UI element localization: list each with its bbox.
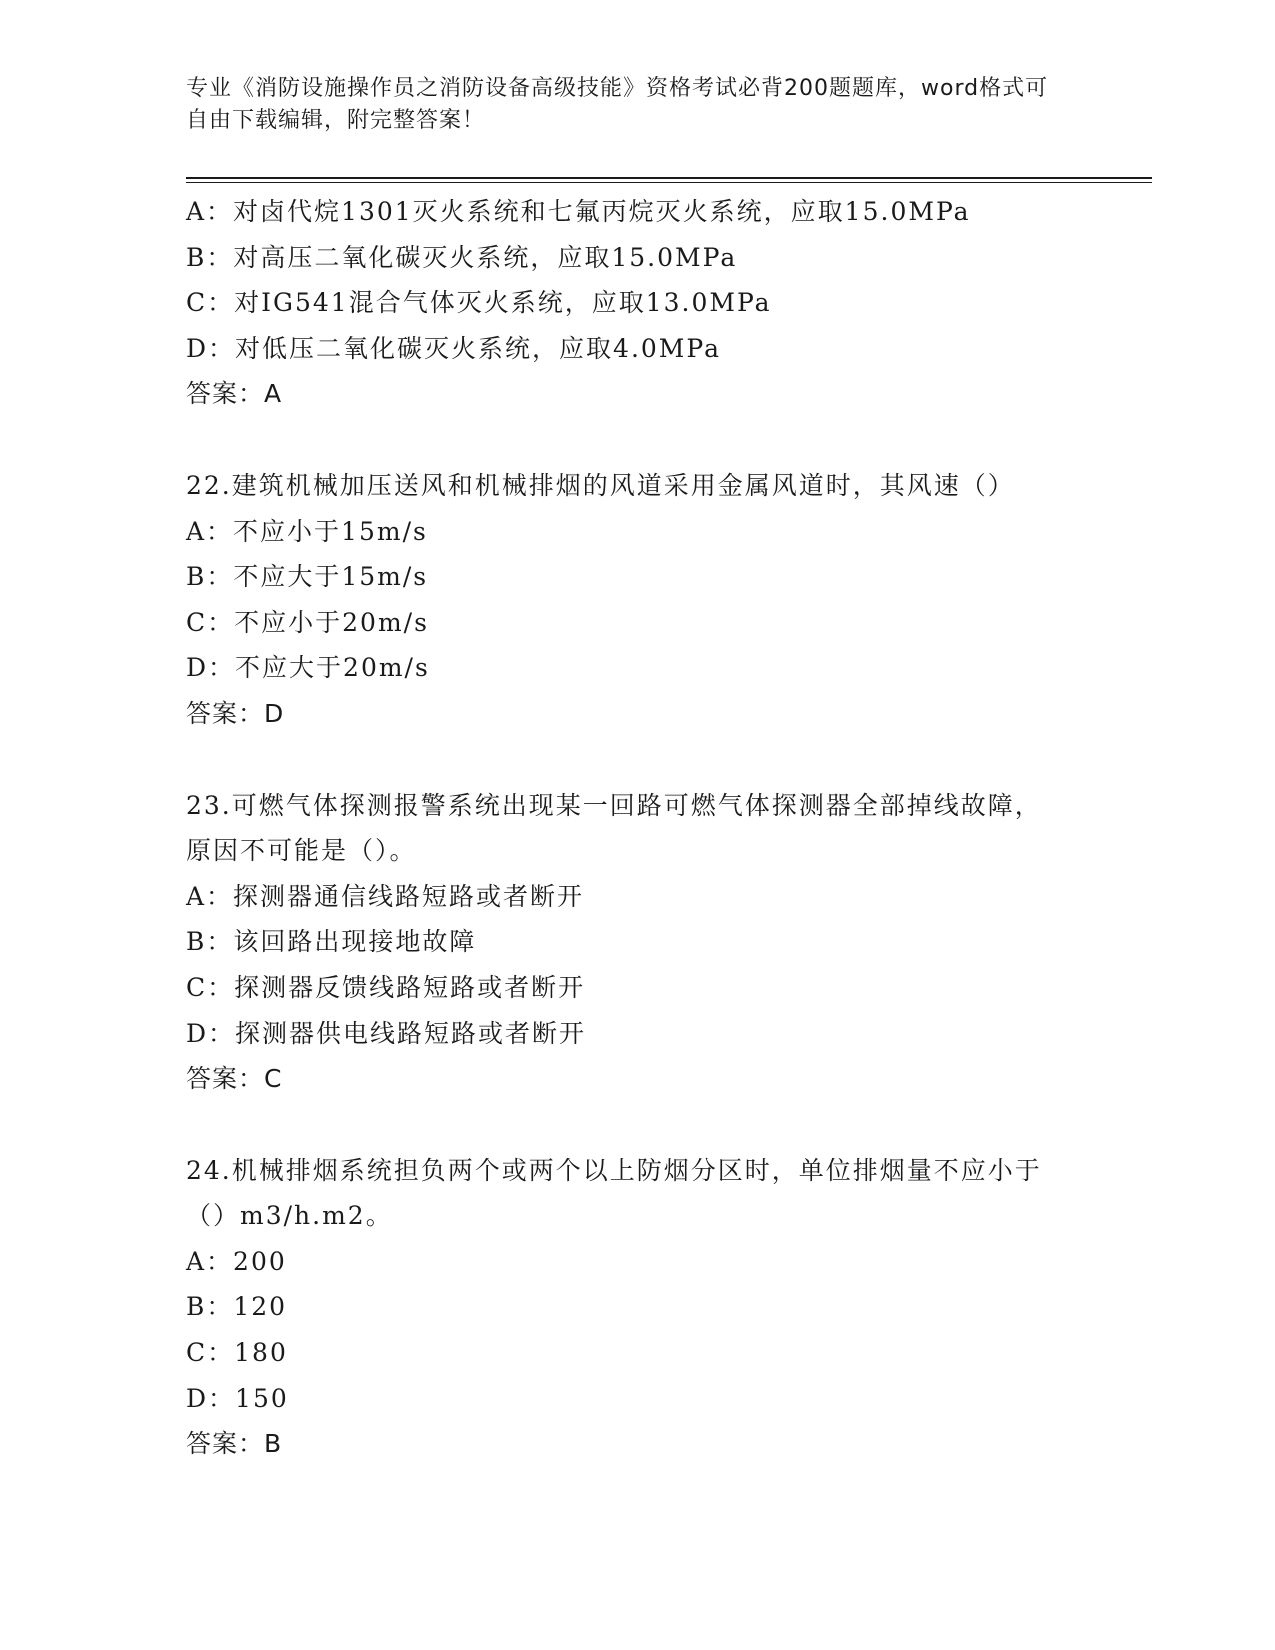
option-d: D：不应大于20m/s bbox=[186, 653, 430, 683]
document-header: 专业《消防设施操作员之消防设备高级技能》资格考试必背200题题库，word格式可自由下载编辑，附完整答案！ bbox=[186, 76, 1049, 133]
answer: 答案：B bbox=[186, 1429, 283, 1459]
option-b: B：该回路出现接地故障 bbox=[186, 927, 477, 957]
option-c: C：不应小于20m/s bbox=[186, 607, 429, 637]
question-stem: 22.建筑机械加压送风和机械排烟的风道采用金属风道时，其风速（） bbox=[186, 470, 1015, 500]
option-b: B：不应大于15m/s bbox=[186, 562, 429, 592]
question-24 bbox=[186, 1148, 1086, 1467]
spacer bbox=[186, 737, 1086, 783]
option-c: C：对IG541混合气体灭火系统，应取13.0MPa bbox=[186, 288, 772, 318]
option-b: B：120 bbox=[186, 1292, 288, 1322]
option-d: D：150 bbox=[186, 1383, 289, 1413]
option-a: A：200 bbox=[186, 1246, 287, 1276]
header-divider-thin bbox=[186, 182, 1152, 183]
spacer bbox=[186, 417, 1086, 463]
option-c: C：180 bbox=[186, 1338, 288, 1368]
question-23 bbox=[186, 783, 1086, 1102]
option-b: B：对高压二氧化碳灭火系统，应取15.0MPa bbox=[186, 242, 738, 272]
question-stem: 24.机械排烟系统担负两个或两个以上防烟分区时，单位排烟量不应小于（）m3/h.m2。 bbox=[186, 1155, 1042, 1231]
option-d: D：探测器供电线路短路或者断开 bbox=[186, 1018, 587, 1048]
option-d: D：对低压二氧化碳灭火系统，应取4.0MPa bbox=[186, 333, 722, 363]
answer: 答案：C bbox=[186, 1064, 283, 1094]
question-list bbox=[186, 189, 1086, 1467]
option-a: A：对卤代烷1301灭火系统和七氟丙烷灭火系统，应取15.0MPa bbox=[186, 197, 971, 226]
spacer bbox=[186, 1102, 1086, 1148]
question-stem: 23.可燃气体探测报警系统出现某一回路可燃气体探测器全部掉线故障，原因不可能是（）。 bbox=[186, 790, 1042, 866]
header-divider-thick bbox=[186, 177, 1152, 179]
answer: 答案：D bbox=[186, 698, 285, 728]
option-a: A：探测器通信线路短路或者断开 bbox=[186, 881, 585, 911]
option-a: A：不应小于15m/s bbox=[186, 516, 428, 546]
question-21 bbox=[186, 189, 1086, 417]
question-22 bbox=[186, 463, 1086, 737]
answer: 答案：A bbox=[186, 379, 283, 409]
option-c: C：探测器反馈线路短路或者断开 bbox=[186, 972, 586, 1002]
